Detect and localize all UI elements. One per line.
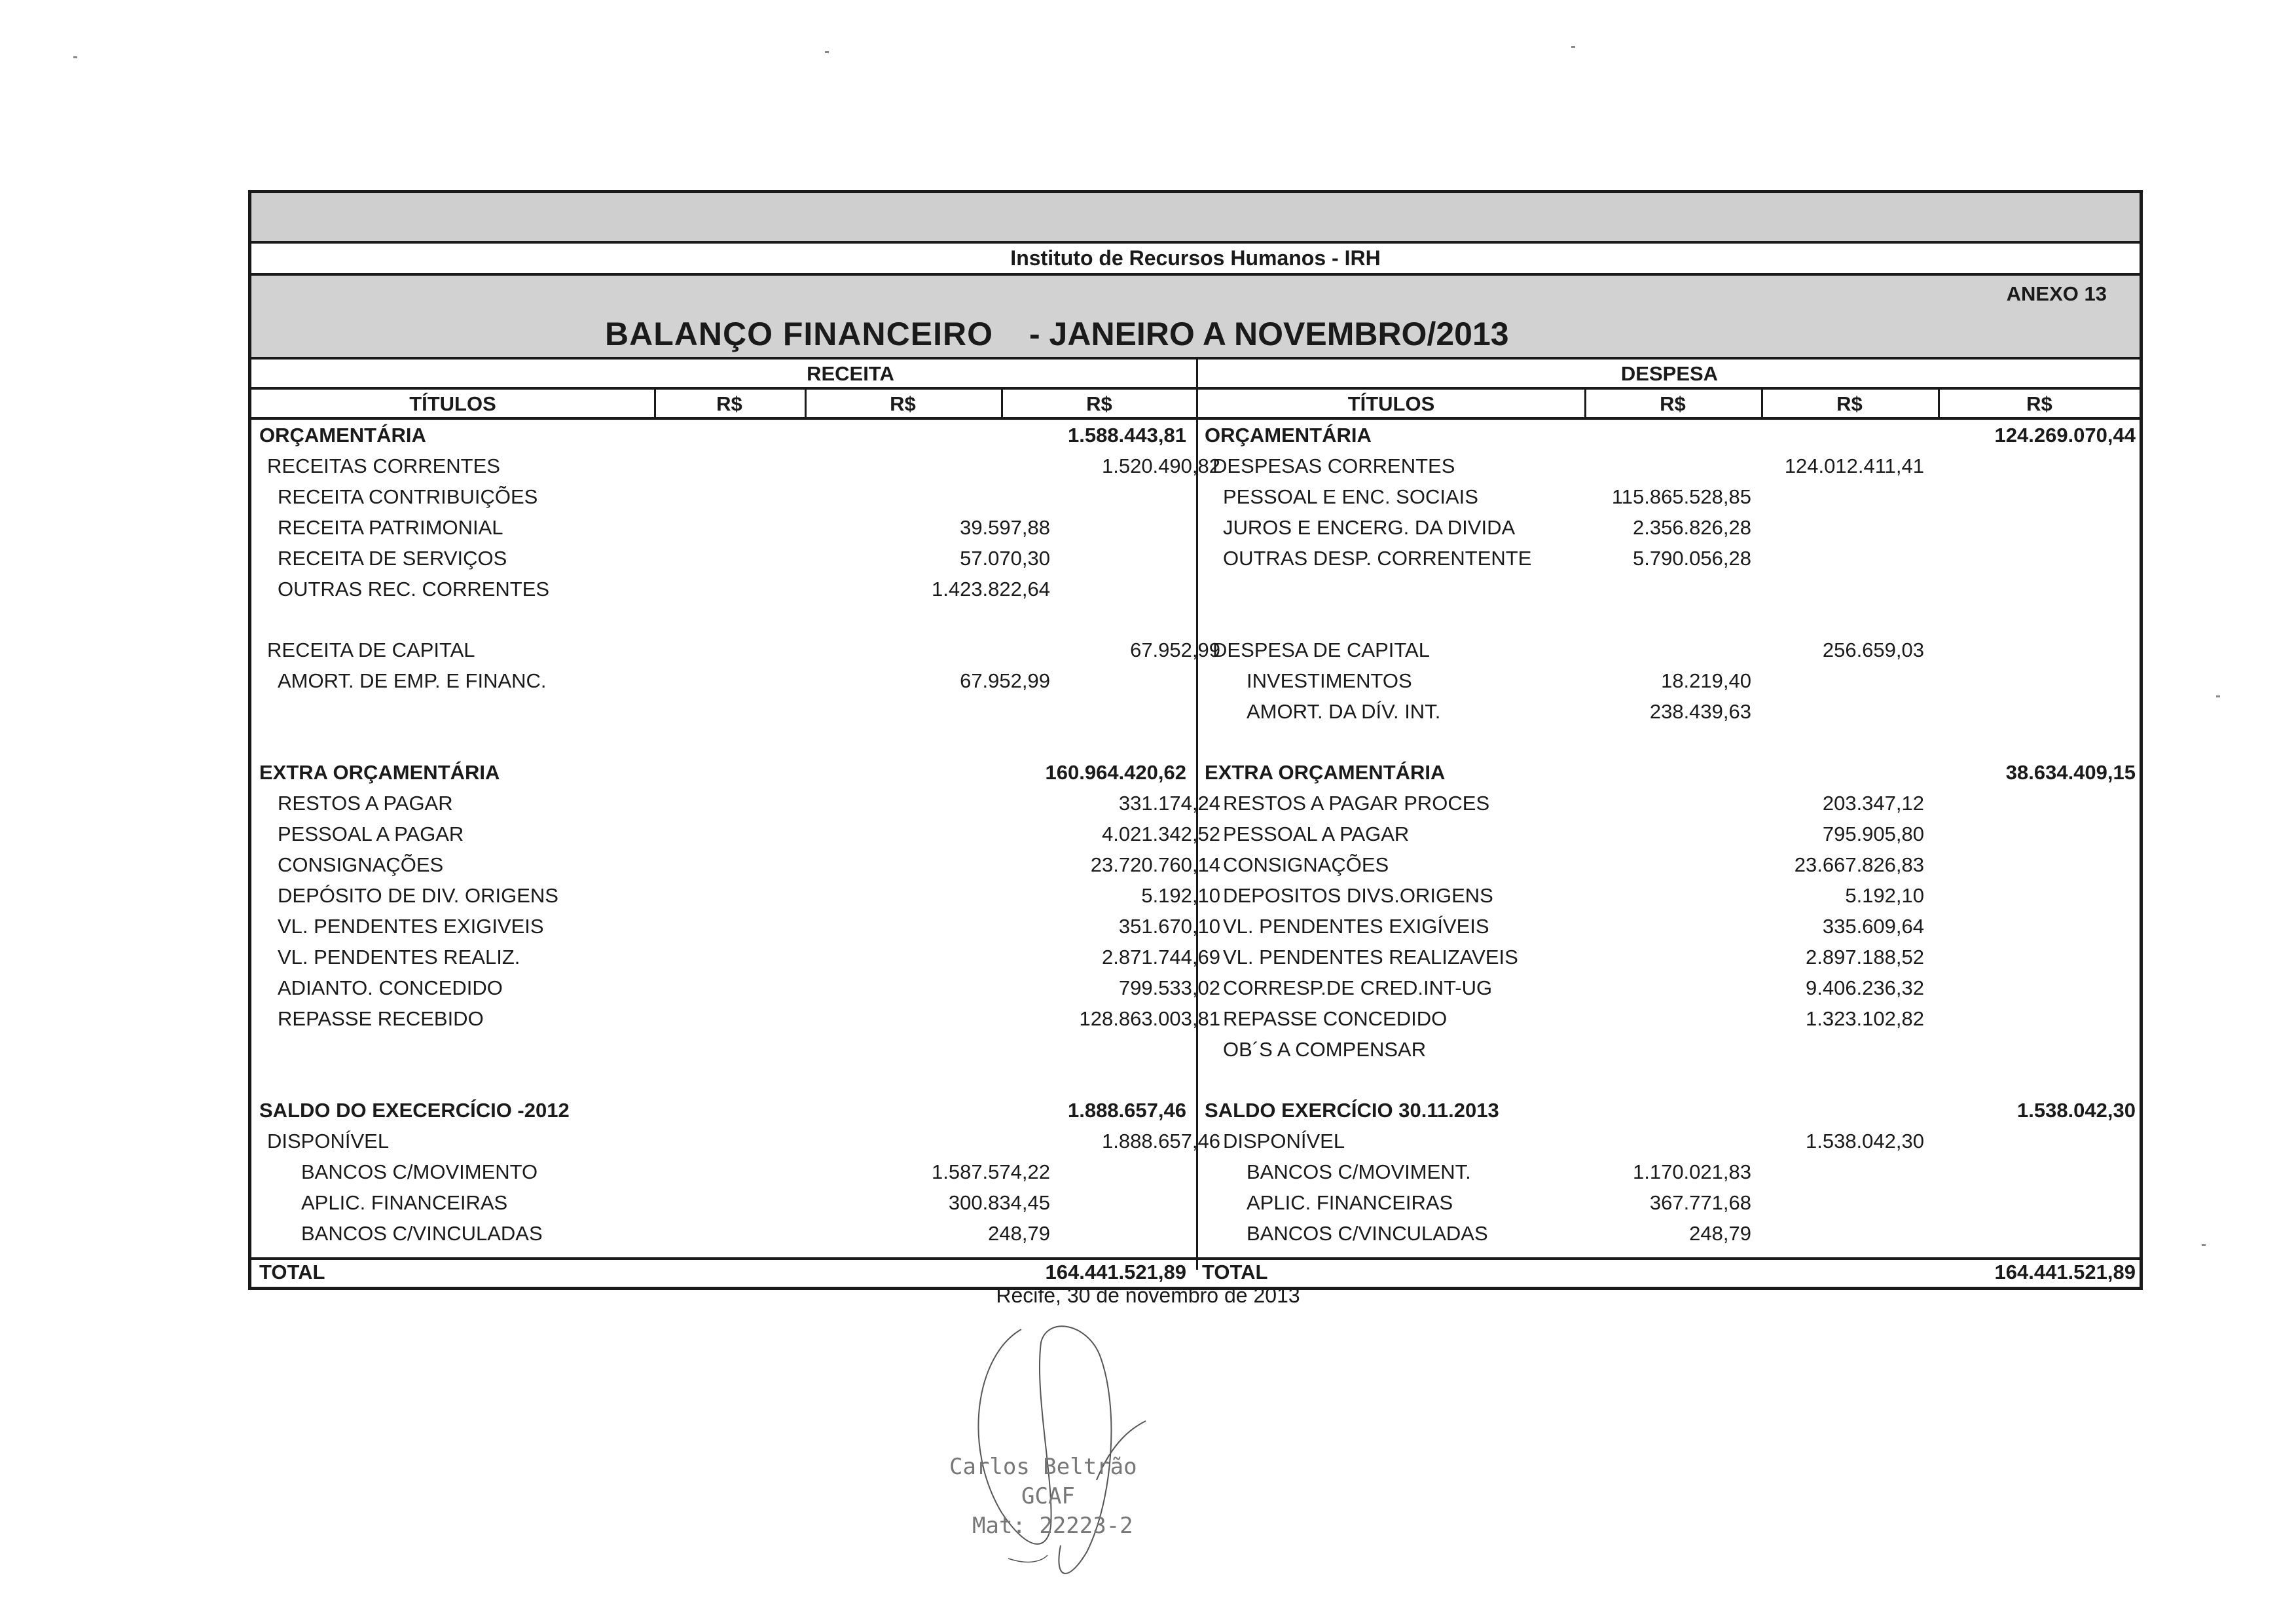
receita-row-label: RECEITAS CORRENTES xyxy=(267,454,500,477)
receita-col3-header: R$ xyxy=(1086,392,1112,415)
despesa-row-label: CORRESP.DE CRED.INT-UG xyxy=(1223,976,1493,999)
receita-row-value-c1: 300.834,45 xyxy=(948,1191,1050,1214)
receita-row-label: VL. PENDENTES EXIGIVEIS xyxy=(278,915,544,938)
receita-col1-header: R$ xyxy=(716,392,742,415)
receita-row-value-c2: 331.174,24 xyxy=(1118,792,1220,815)
despesa-row-label: PESSOAL A PAGAR xyxy=(1223,822,1410,845)
despesa-row-label: JUROS E ENCERG. DA DIVIDA xyxy=(1223,516,1516,539)
despesa-row-value-c2: 795.905,80 xyxy=(1822,822,1924,845)
despesa-row-label: PESSOAL E ENC. SOCIAIS xyxy=(1223,485,1478,508)
despesa-row-label: CONSIGNAÇÕES xyxy=(1223,853,1389,876)
receita-row-label: DEPÓSITO DE DIV. ORIGENS xyxy=(278,884,558,907)
receita-row-label: CONSIGNAÇÕES xyxy=(278,853,444,876)
receita-row-value-c3: 160.964.420,62 xyxy=(1045,761,1186,784)
despesa-row-label: EXTRA ORÇAMENTÁRIA xyxy=(1205,761,1446,784)
stamp-mat: Mat: 22223-2 xyxy=(972,1513,1133,1539)
title-band xyxy=(251,276,2140,360)
top-band xyxy=(251,193,2140,244)
receita-row-label: ADIANTO. CONCEDIDO xyxy=(278,976,503,999)
despesa-row-value-c1: 1.170.021,83 xyxy=(1632,1160,1751,1183)
receita-row-label: RECEITA DE SERVIÇOS xyxy=(278,547,507,570)
col-divider xyxy=(805,387,807,417)
receita-row-value-c2: 4.021.342,52 xyxy=(1101,822,1220,845)
despesa-row-value-c2: 1.323.102,82 xyxy=(1805,1007,1924,1030)
despesa-row-value-c1: 238.439,63 xyxy=(1649,700,1751,723)
receita-row-label: EXTRA ORÇAMENTÁRIA xyxy=(259,761,500,784)
despesa-header: DESPESA xyxy=(1620,362,1719,385)
receita-row-label: BANCOS C/MOVIMENTO xyxy=(301,1160,538,1183)
despesa-row-value-c1: 18.219,40 xyxy=(1661,669,1751,692)
despesa-row-value-c1: 115.865.528,85 xyxy=(1611,485,1751,508)
despesa-row-value-c1: 367.771,68 xyxy=(1649,1191,1751,1214)
receita-total-label: TOTAL xyxy=(259,1261,325,1283)
despesa-row-value-c2: 124.012.411,41 xyxy=(1784,454,1924,477)
despesa-row-value-c2: 9.406.236,32 xyxy=(1805,976,1924,999)
despesa-total-value: 164.441.521,89 xyxy=(1994,1261,2136,1283)
total-divider xyxy=(251,1257,2140,1260)
despesa-row-label: OUTRAS DESP. CORRENTENTE xyxy=(1223,547,1532,570)
despesa-row-value-c1: 248,79 xyxy=(1689,1222,1751,1245)
receita-row-value-c2: 799.533,02 xyxy=(1118,976,1220,999)
despesa-row-value-c2: 23.667.826,83 xyxy=(1794,853,1924,876)
despesa-row-label: BANCOS C/MOVIMENT. xyxy=(1247,1160,1471,1183)
despesa-row-label: VL. PENDENTES REALIZAVEIS xyxy=(1223,946,1518,969)
despesa-row-label: INVESTIMENTOS xyxy=(1247,669,1412,692)
col-divider xyxy=(1001,387,1003,417)
receita-row-value-c2: 5.192,10 xyxy=(1141,884,1220,907)
scan-speck xyxy=(2202,1244,2206,1246)
receita-row-value-c2: 2.871.744,69 xyxy=(1101,946,1220,969)
stamp-dept: GCAF xyxy=(1021,1483,1075,1509)
despesa-row-label: VL. PENDENTES EXIGÍVEIS xyxy=(1223,915,1489,938)
column-header-divider xyxy=(251,417,2140,420)
annex-label: ANEXO 13 xyxy=(2006,282,2107,305)
despesa-row-value-c1: 2.356.826,28 xyxy=(1632,516,1751,539)
despesa-col1-header: R$ xyxy=(1660,392,1686,415)
receita-row-value-c1: 57.070,30 xyxy=(960,547,1050,570)
stamp-name: Carlos Beltrão xyxy=(949,1454,1137,1480)
despesa-row-label: DESPESA DE CAPITAL xyxy=(1212,638,1430,661)
scan-speck xyxy=(825,51,829,53)
despesa-titulos-header: TÍTULOS xyxy=(1347,392,1435,415)
despesa-row-label: DISPONÍVEL xyxy=(1223,1130,1345,1153)
despesa-row-label: REPASSE CONCEDIDO xyxy=(1223,1007,1448,1030)
receita-row-value-c2: 351.670,10 xyxy=(1118,915,1220,938)
receita-row-value-c2: 1.520.490,82 xyxy=(1101,454,1220,477)
receita-row-label: BANCOS C/VINCULADAS xyxy=(301,1222,543,1245)
receita-row-value-c3: 1.888.657,46 xyxy=(1067,1099,1186,1122)
despesa-row-value-c2: 2.897.188,52 xyxy=(1805,946,1924,969)
scan-speck xyxy=(1571,46,1575,48)
despesa-row-value-c2: 203.347,12 xyxy=(1822,792,1924,815)
col-divider xyxy=(1938,387,1940,417)
report-period: - JANEIRO A NOVEMBRO/2013 xyxy=(1029,316,1509,352)
receita-row-value-c1: 1.423.822,64 xyxy=(931,578,1050,600)
despesa-row-value-c1: 5.790.056,28 xyxy=(1632,547,1751,570)
receita-row-value-c1: 67.952,99 xyxy=(960,669,1050,692)
despesa-row-label: ORÇAMENTÁRIA xyxy=(1205,424,1372,447)
receita-row-label: AMORT. DE EMP. E FINANC. xyxy=(278,669,547,692)
despesa-row-label: APLIC. FINANCEIRAS xyxy=(1247,1191,1453,1214)
receita-row-label: VL. PENDENTES REALIZ. xyxy=(278,946,520,969)
receita-row-value-c1: 39.597,88 xyxy=(960,516,1050,539)
despesa-col2-header: R$ xyxy=(1836,392,1863,415)
receita-row-label: DISPONÍVEL xyxy=(267,1130,390,1153)
receita-row-value-c2: 1.888.657,46 xyxy=(1101,1130,1220,1153)
despesa-row-value-c2: 5.192,10 xyxy=(1845,884,1924,907)
col-divider xyxy=(654,387,656,417)
despesa-row-label: RESTOS A PAGAR PROCES xyxy=(1223,792,1490,815)
receita-row-value-c2: 128.863.003,81 xyxy=(1079,1007,1220,1030)
receita-row-label: RESTOS A PAGAR xyxy=(278,792,453,815)
scan-speck xyxy=(2216,695,2220,697)
receita-total-value: 164.441.521,89 xyxy=(1045,1261,1186,1283)
receita-row-value-c2: 67.952,99 xyxy=(1130,638,1220,661)
receita-row-label: RECEITA PATRIMONIAL xyxy=(278,516,503,539)
institution-name: Instituto de Recursos Humanos - IRH xyxy=(251,244,2140,276)
report-title: BALANÇO FINANCEIRO xyxy=(605,316,993,352)
despesa-row-value-c3: 124.269.070,44 xyxy=(1994,424,2136,447)
col-divider xyxy=(1584,387,1586,417)
despesa-total-label: TOTAL xyxy=(1202,1261,1268,1283)
col-divider xyxy=(1761,387,1763,417)
despesa-row-label: DEPOSITOS DIVS.ORIGENS xyxy=(1223,884,1493,907)
receita-row-label: APLIC. FINANCEIRAS xyxy=(301,1191,508,1214)
receita-row-value-c1: 1.587.574,22 xyxy=(931,1160,1050,1183)
receita-col2-header: R$ xyxy=(890,392,916,415)
despesa-row-value-c2: 1.538.042,30 xyxy=(1805,1130,1924,1153)
receita-row-label: RECEITA CONTRIBUIÇÕES xyxy=(278,485,538,508)
receita-row-label: OUTRAS REC. CORRENTES xyxy=(278,578,550,600)
receita-row-label: REPASSE RECEBIDO xyxy=(278,1007,484,1030)
despesa-row-label: BANCOS C/VINCULADAS xyxy=(1247,1222,1488,1245)
receita-row-label: PESSOAL A PAGAR xyxy=(278,822,464,845)
despesa-row-value-c2: 256.659,03 xyxy=(1822,638,1924,661)
despesa-col3-header: R$ xyxy=(2026,392,2052,415)
receita-row-label: SALDO DO EXECERCÍCIO -2012 xyxy=(259,1099,570,1122)
receita-header: RECEITA xyxy=(807,362,894,385)
despesa-row-label: DESPESAS CORRENTES xyxy=(1212,454,1455,477)
despesa-row-label: AMORT. DA DÍV. INT. xyxy=(1247,700,1441,723)
despesa-row-value-c3: 1.538.042,30 xyxy=(2016,1099,2136,1122)
section-header-row xyxy=(251,360,2140,387)
despesa-row-value-c2: 335.609,64 xyxy=(1822,915,1924,938)
receita-row-label: RECEITA DE CAPITAL xyxy=(267,638,475,661)
balance-sheet xyxy=(248,190,2143,1290)
receita-titulos-header: TÍTULOS xyxy=(409,392,496,415)
receita-row-label: ORÇAMENTÁRIA xyxy=(259,424,426,447)
despesa-row-value-c3: 38.634.409,15 xyxy=(2005,761,2136,784)
receita-row-value-c2: 23.720.760,14 xyxy=(1090,853,1220,876)
despesa-row-label: SALDO EXERCÍCIO 30.11.2013 xyxy=(1205,1099,1499,1122)
receita-row-value-c3: 1.588.443,81 xyxy=(1067,424,1186,447)
place-date: Recife, 30 de novembro de 2013 xyxy=(996,1283,1300,1307)
scan-speck xyxy=(73,56,77,58)
receita-row-value-c1: 248,79 xyxy=(988,1222,1050,1245)
despesa-row-label: OB´S A COMPENSAR xyxy=(1223,1038,1427,1061)
column-header-row xyxy=(251,390,2140,417)
